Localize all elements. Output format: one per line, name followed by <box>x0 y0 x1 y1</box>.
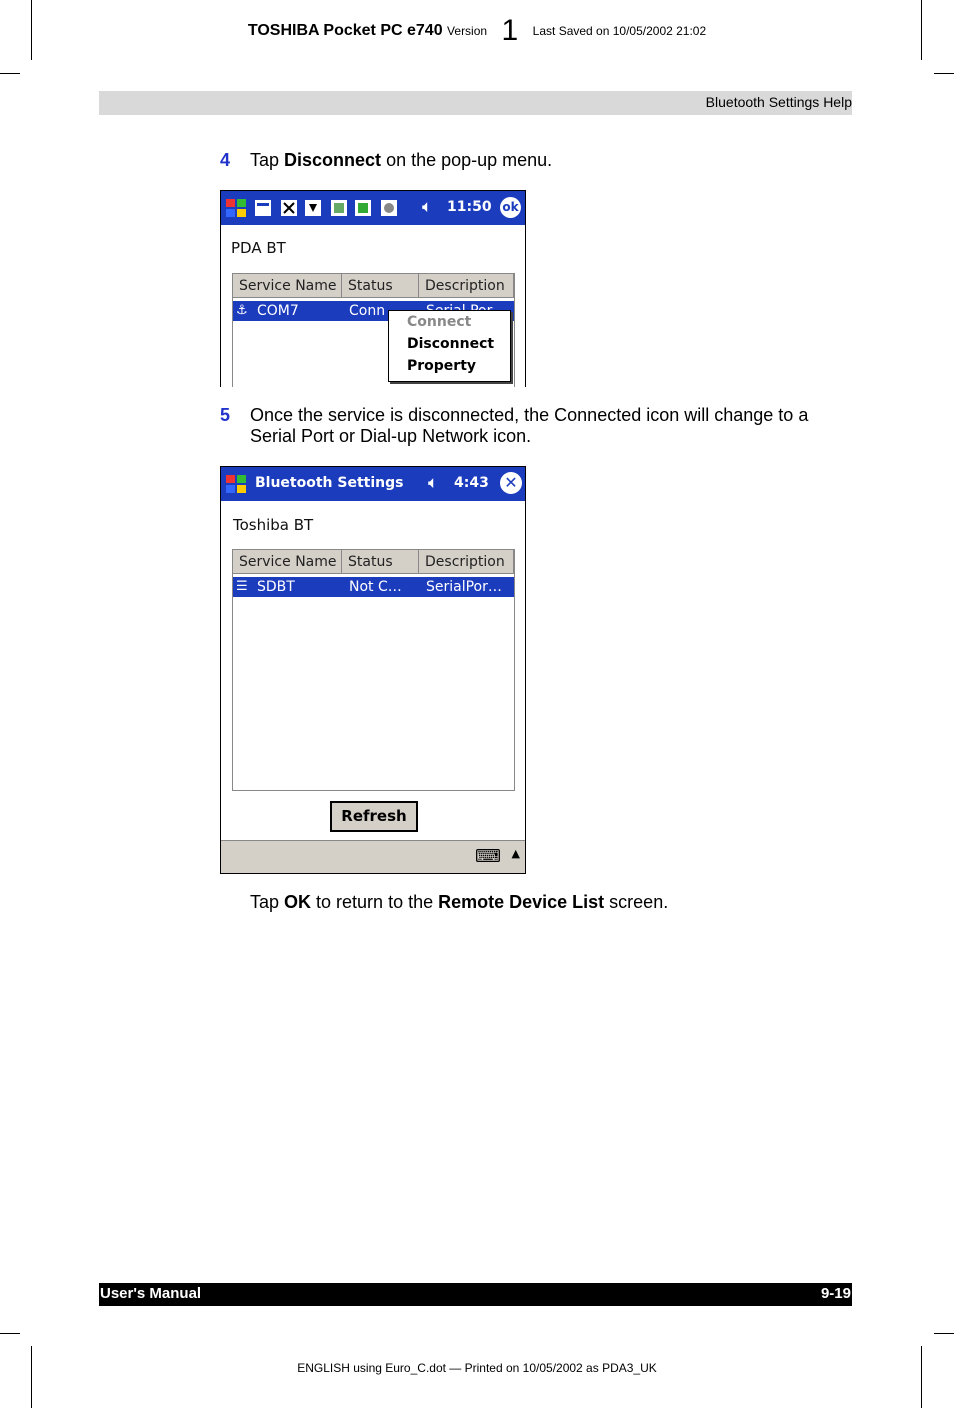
refresh-button[interactable]: Refresh <box>330 801 418 832</box>
step-text-post: on the pop-up menu. <box>381 150 553 170</box>
device-name: PDA BT <box>231 239 286 257</box>
chevron-up-icon[interactable]: ▲ <box>511 847 520 860</box>
step-text-bold: Disconnect <box>284 150 382 170</box>
column-header-service[interactable]: Service Name <box>233 550 342 574</box>
speaker-icon[interactable]: 🔈︎ <box>428 473 439 493</box>
service-status: Not C… <box>349 579 402 595</box>
section-band <box>99 91 852 115</box>
crop-mark <box>0 73 20 74</box>
closing-remote-list: Remote Device List <box>438 892 605 912</box>
product-name: TOSHIBA Pocket PC e740 <box>247 22 443 39</box>
page-footer <box>99 1283 852 1306</box>
step-text-pre: Tap <box>250 150 285 170</box>
table-row[interactable] <box>233 577 514 597</box>
section-title: Bluetooth Settings Help <box>705 94 852 110</box>
column-header-description[interactable]: Description <box>419 274 514 298</box>
service-name: SDBT <box>257 579 295 595</box>
column-header-description[interactable]: Description <box>419 550 514 574</box>
step-text <box>250 150 854 171</box>
serial-port-icon: ☰ <box>236 579 248 594</box>
menu-item-property[interactable]: Property <box>407 358 477 374</box>
service-list[interactable] <box>232 549 515 791</box>
pda-screenshot-bluetooth-settings <box>220 466 526 874</box>
step-text: Once the service is disconnected, the Connected icon will change to a Serial Port or Dial-up Network icon. <box>250 405 809 446</box>
page-header <box>0 14 954 48</box>
closing-mid: to return to the <box>311 892 439 912</box>
crop-mark <box>31 1346 32 1408</box>
closing-post: screen. <box>604 892 669 912</box>
clock[interactable]: 4:43 <box>454 475 489 491</box>
closing-text <box>250 892 854 913</box>
taskbar <box>221 191 525 225</box>
last-saved: Last Saved on 10/05/2002 21:02 <box>532 24 707 38</box>
print-info: ENGLISH using Euro_C.dot — Printed on 10/05/2002 as PDA3_UK <box>297 1361 657 1375</box>
menu-item-connect[interactable]: Connect <box>407 314 472 330</box>
column-header-status[interactable]: Status <box>342 274 419 298</box>
window-title: Bluetooth Settings <box>255 475 404 491</box>
closing-ok: OK <box>284 892 312 912</box>
app-icons-row[interactable] <box>253 198 403 218</box>
crop-mark <box>934 73 954 74</box>
close-icon[interactable]: ✕ <box>500 472 522 494</box>
clock[interactable]: 11:50 <box>447 199 492 215</box>
device-name: Toshiba BT <box>233 516 314 534</box>
menu-item-disconnect[interactable]: Disconnect <box>407 336 495 352</box>
step-number: 5 <box>220 405 231 425</box>
version-number: 1 <box>501 14 519 47</box>
service-name: COM7 <box>257 303 299 319</box>
context-menu <box>388 310 511 382</box>
speaker-icon[interactable]: 🔈︎ <box>422 197 433 217</box>
version-label: Version <box>447 24 488 38</box>
start-flag-icon[interactable] <box>224 196 248 220</box>
crop-mark <box>0 1333 20 1334</box>
page-number: 9-19 <box>820 1285 851 1302</box>
pda-screenshot-disconnect <box>220 190 526 387</box>
titlebar <box>221 467 525 501</box>
manual-title: User's Manual <box>100 1285 202 1302</box>
connected-icon: ⚓︎ <box>236 303 248 318</box>
step-number: 4 <box>220 150 231 170</box>
column-header-service[interactable]: Service Name <box>233 274 342 298</box>
service-status: Conn <box>349 303 386 319</box>
crop-mark <box>934 1333 954 1334</box>
input-panel-bar <box>221 840 525 873</box>
service-description: SerialPor… <box>426 579 502 595</box>
crop-mark <box>921 1346 922 1408</box>
ok-button[interactable]: ok <box>500 197 521 218</box>
closing-pre: Tap <box>250 892 285 912</box>
start-flag-icon[interactable] <box>224 472 248 496</box>
column-header-status[interactable]: Status <box>342 550 419 574</box>
keyboard-icon[interactable]: ⌨︎ <box>475 846 501 867</box>
